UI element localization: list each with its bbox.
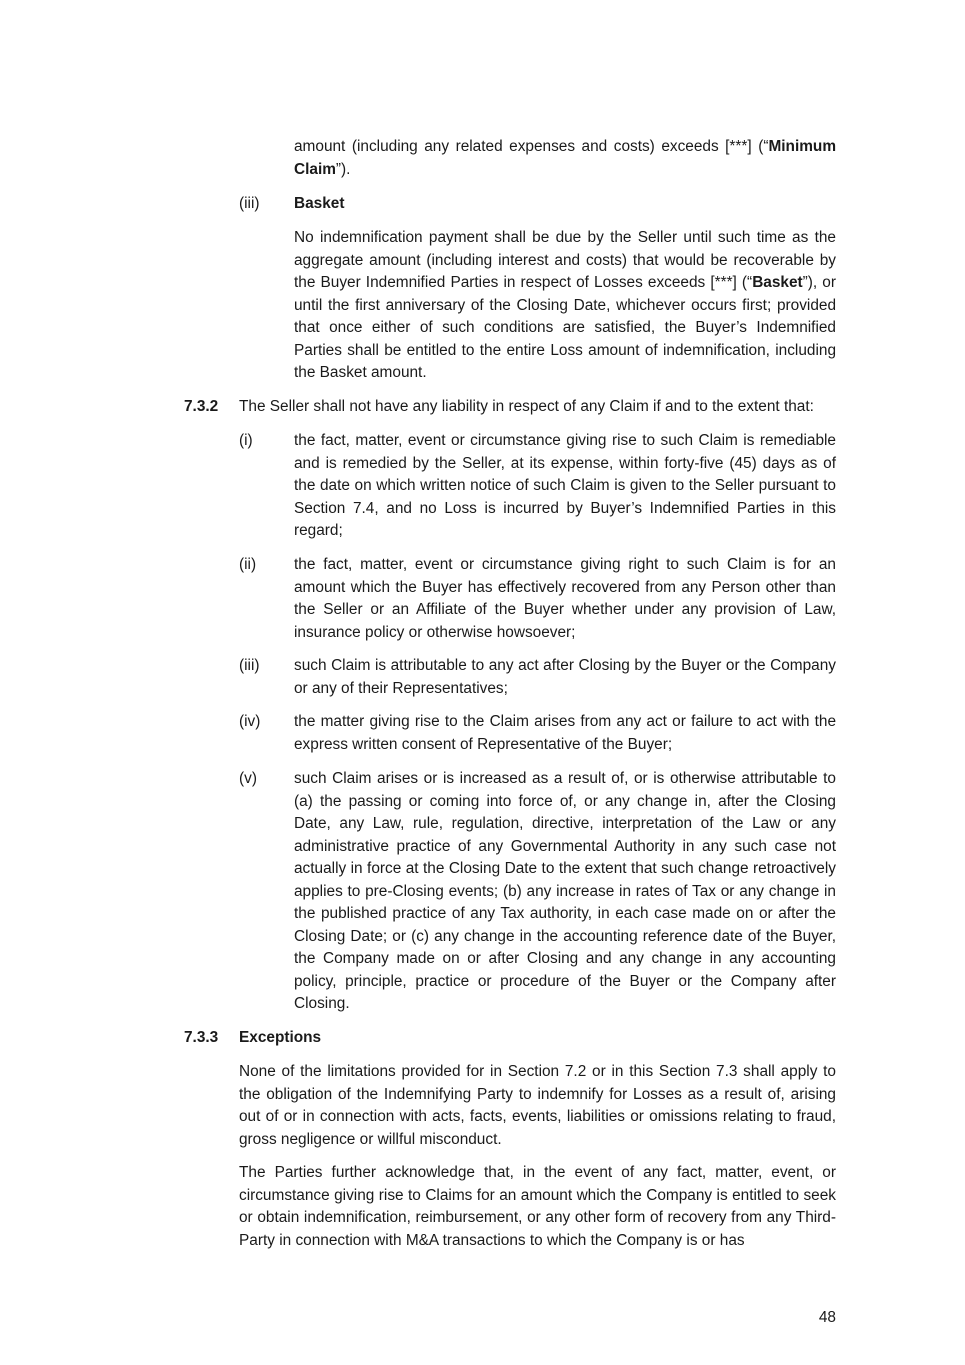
basket-text-before: No indemnification payment shall be due by the Seller until such time as the aggregate amount (including interest and costs) that would be recoverable by the Buyer Indemnified Parties in respect of Losses exceeds [***] (“ [294, 229, 836, 291]
list-item: the fact, matter, event or circumstance giving rise to such Claim is remediable and is remedied by the Seller, at its expense, within forty-five (45) days as of the date on which written notice of such Claim is given to the Seller pursuant to Section 7.4, and no Loss is incurred by Buyer’s Indemnified Parties in this regard; [294, 432, 836, 539]
item-number: (i) [239, 432, 253, 449]
item-number: (iii) [239, 657, 260, 674]
item-number: (v) [239, 770, 257, 787]
basket-heading: Basket [294, 195, 345, 212]
exceptions-paragraph-1: None of the limitations provided for in Section 7.2 or in this Section 7.3 shall apply to the obligation of the Indemnifying Party to indemnify for Losses as a result of, arising out of or in connection with acts, facts, events, liabilities or omissions relating to fraud, gross negligence or willful misconduct. [239, 1063, 836, 1148]
section-7-3-2-intro: The Seller shall not have any liability in respect of any Claim if and to the extent that: [239, 398, 814, 415]
minimum-claim-text-before: amount (including any related expenses and costs) exceeds [***] (“ [294, 138, 769, 155]
minimum-claim-paragraph [294, 136, 836, 181]
minimum-claim-term: Minimum Claim [294, 138, 836, 178]
minimum-claim-text-after: ”). [335, 160, 351, 178]
item-number: (ii) [239, 556, 257, 573]
list-item: the matter giving rise to the Claim arises from any act or failure to act with the express written consent of Representative of the Buyer; [294, 713, 836, 753]
exceptions-paragraph-2: The Parties further acknowledge that, in the event of any fact, matter, event, or circumstance giving rise to Claims for an amount which the Company is entitled to seek or obtain indemnification, reimbursement, or any other form of recovery from any Third-Party in connection with M&A transactions to which the Company is or has [239, 1164, 836, 1249]
section-7-3-2-number: 7.3.2 [184, 398, 219, 415]
basket-text-after: ”), or until the first anniversary of the Closing Date, whichever occurs first; provided that once either of such conditions are satisfied, the Buyer’s Indemnified Parties shall be entitled to the entire Loss amount of indemnification, including the Basket amount. [294, 274, 836, 381]
basket-term: Basket [752, 274, 803, 291]
basket-paragraph [294, 227, 836, 385]
section-7-3-3-number: 7.3.3 [184, 1029, 219, 1046]
list-item: such Claim is attributable to any act after Closing by the Buyer or the Company or any of their Representatives; [294, 657, 836, 697]
list-item: such Claim arises or is increased as a result of, or is otherwise attributable to (a) the passing or coming into force of, or any change in, after the Closing Date, any Law, rule, regulation, directive, interpretation of the Law or any administrative practice of any Governmental Authority in any such case not actually in force at the Closing Date to the extent that such change retroactively applies to pre-Closing events; (b) any increase in rates of Tax or any change in the published practice of any Tax authority, in each case made on or after the Closing Date; or (c) any change in the accounting reference date of the Buyer, the Company made on or after Closing and any change in any accounting policy, principle, practice or procedure of the Buyer or the Company after Closing. [294, 770, 836, 1012]
basket-number: (iii) [239, 195, 260, 212]
item-number: (iv) [239, 713, 261, 730]
section-7-3-3-heading: Exceptions [239, 1029, 322, 1046]
page-number: 48 [818, 1309, 836, 1326]
list-item: the fact, matter, event or circumstance giving right to such Claim is for an amount which the Buyer has effectively recovered from any Person other than the Seller or an Affiliate of the Buyer whether under any provision of Law, insurance policy or otherwise howsoever; [294, 556, 836, 641]
